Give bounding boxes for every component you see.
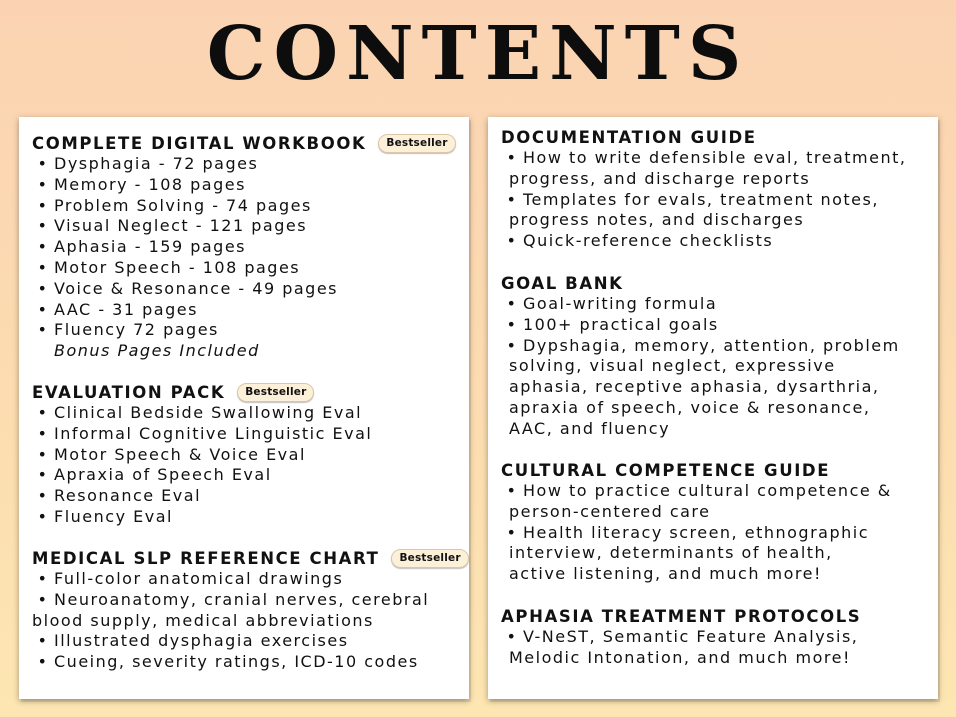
item-list	[501, 294, 931, 440]
item-text: progress, and discharge reports	[509, 168, 811, 188]
item-text: Full-color anatomical drawings	[54, 569, 344, 588]
left-contents-panel	[19, 117, 469, 699]
heading-text: DOCUMENTATION GUIDE	[501, 128, 757, 147]
item-list	[32, 154, 462, 362]
item-text: V-NeST, Semantic Feature Analysis,	[523, 627, 859, 646]
bullet-icon: •	[37, 299, 49, 319]
list-item	[32, 196, 462, 217]
item-text: Health literacy screen, ethnographic	[523, 522, 869, 542]
list-item	[32, 300, 462, 321]
bullet-icon: •	[37, 174, 49, 194]
heading-text: COMPLETE DIGITAL WORKBOOK	[32, 134, 367, 153]
item-text: Voice & Resonance - 49 pages	[54, 278, 339, 298]
list-item-continuation	[501, 648, 931, 669]
heading-text: MEDICAL SLP REFERENCE CHART	[32, 549, 380, 568]
list-item	[501, 294, 931, 315]
list-item	[32, 569, 462, 590]
list-item-continuation	[501, 210, 931, 231]
list-item-continuation	[501, 356, 931, 377]
item-text: Cueing, severity ratings, ICD-10 codes	[54, 652, 419, 672]
section-documentation-guide	[501, 127, 931, 252]
list-item	[32, 175, 462, 196]
item-text: 100+ practical goals	[523, 314, 719, 334]
item-text: How to write defensible eval, treatment,	[523, 148, 907, 167]
list-item-continuation	[501, 169, 931, 190]
bullet-icon: •	[37, 506, 49, 526]
item-text: Dysphagia - 72 pages	[54, 154, 259, 173]
bullet-icon: •	[506, 335, 518, 355]
item-text: Clinical Bedside Swallowing Eval	[54, 403, 363, 422]
bullet-icon: •	[37, 278, 49, 298]
item-list	[501, 627, 931, 669]
bullet-icon: •	[37, 652, 49, 672]
list-item	[501, 627, 931, 648]
bullet-icon: •	[506, 148, 518, 167]
list-item-continuation	[501, 543, 931, 564]
list-item	[501, 481, 931, 502]
item-text: apraxia of speech, voice & resonance,	[509, 397, 871, 417]
list-item	[32, 507, 462, 528]
section-digital-workbook	[32, 133, 462, 362]
list-item	[32, 403, 462, 424]
bestseller-badge: Bestseller	[378, 134, 455, 153]
list-item	[32, 424, 462, 445]
list-item-continuation	[501, 398, 931, 419]
note-text: Bonus Pages Included	[54, 341, 260, 361]
bonus-note	[32, 341, 462, 362]
heading-text: EVALUATION PACK	[32, 383, 226, 402]
item-text: Quick-reference checklists	[523, 231, 774, 251]
item-text: active listening, and much more!	[509, 564, 822, 584]
list-item	[32, 154, 462, 175]
bullet-icon: •	[37, 320, 49, 340]
item-text: Memory - 108 pages	[54, 174, 246, 194]
bestseller-badge: Bestseller	[391, 549, 468, 568]
item-text: Informal Cognitive Linguistic Eval	[54, 423, 373, 443]
section-evaluation-pack	[32, 382, 462, 528]
list-item-continuation	[501, 564, 931, 585]
section-aphasia-protocols	[501, 606, 931, 669]
item-text: aphasia, receptive aphasia, dysarthria,	[509, 377, 880, 397]
bullet-icon: •	[37, 486, 49, 506]
item-text: AAC - 31 pages	[54, 299, 198, 319]
list-item	[32, 486, 462, 507]
item-text: Fluency 72 pages	[54, 320, 219, 340]
bullet-icon: •	[37, 195, 49, 215]
list-item	[32, 279, 462, 300]
item-text: Apraxia of Speech Eval	[54, 465, 272, 485]
bullet-icon: •	[506, 294, 518, 313]
list-item	[501, 336, 931, 357]
item-text: Fluency Eval	[54, 506, 173, 526]
bestseller-badge: Bestseller	[237, 383, 314, 402]
item-text: Visual Neglect - 121 pages	[54, 216, 308, 236]
heading-text: APHASIA TREATMENT PROTOCOLS	[501, 607, 862, 626]
bullet-icon: •	[37, 403, 49, 422]
list-item	[32, 631, 462, 652]
item-text: solving, visual neglect, expressive	[509, 356, 836, 376]
list-item	[32, 320, 462, 341]
list-item-continuation	[32, 611, 462, 632]
item-text: Melodic Intonation, and much more!	[509, 647, 851, 667]
section-heading	[501, 127, 931, 148]
list-item	[501, 148, 931, 169]
bullet-icon: •	[37, 216, 49, 236]
section-reference-chart	[32, 548, 462, 673]
right-contents-panel	[488, 117, 938, 699]
bullet-icon: •	[37, 631, 49, 651]
bullet-icon: •	[37, 257, 49, 277]
list-item-continuation	[501, 502, 931, 523]
bullet-icon: •	[506, 231, 518, 251]
section-heading	[32, 382, 462, 403]
bullet-icon: •	[506, 481, 518, 500]
item-text: AAC, and fluency	[509, 418, 671, 438]
item-text: Templates for evals, treatment notes,	[523, 189, 879, 209]
list-item	[32, 237, 462, 258]
list-item	[501, 231, 931, 252]
section-heading	[32, 548, 462, 569]
bullet-icon: •	[506, 189, 518, 209]
bullet-icon: •	[506, 522, 518, 542]
bullet-icon: •	[506, 314, 518, 334]
item-text: How to practice cultural competence &	[523, 481, 892, 500]
item-text: Dypshagia, memory, attention, problem	[523, 335, 900, 355]
item-text: Problem Solving - 74 pages	[54, 195, 312, 215]
item-list	[32, 403, 462, 528]
bullet-icon: •	[37, 423, 49, 443]
list-item	[32, 590, 462, 611]
bullet-icon: •	[506, 627, 518, 646]
list-item	[32, 465, 462, 486]
item-list	[501, 148, 931, 252]
list-item-continuation	[501, 419, 931, 440]
bullet-icon: •	[37, 569, 49, 588]
item-text: Motor Speech & Voice Eval	[54, 444, 306, 464]
list-item-continuation	[501, 377, 931, 398]
section-heading	[501, 606, 931, 627]
item-text: Motor Speech - 108 pages	[54, 257, 301, 277]
item-text: progress notes, and discharges	[509, 210, 805, 230]
list-item	[501, 523, 931, 544]
list-item	[32, 652, 462, 673]
list-item	[501, 190, 931, 211]
list-item	[32, 258, 462, 279]
list-item	[32, 216, 462, 237]
item-list	[32, 569, 462, 673]
item-text: Resonance Eval	[54, 486, 202, 506]
item-text: blood supply, medical abbreviations	[32, 610, 374, 630]
bullet-icon: •	[37, 154, 49, 173]
section-goal-bank	[501, 273, 931, 440]
item-text: Aphasia - 159 pages	[54, 237, 246, 257]
page-title: CONTENTS	[206, 11, 750, 97]
item-text: Neuroanatomy, cranial nerves, cerebral	[54, 589, 430, 609]
section-heading	[501, 460, 931, 481]
bullet-icon: •	[37, 465, 49, 485]
section-cultural-competence	[501, 460, 931, 585]
item-text: Goal-writing formula	[523, 294, 718, 313]
item-text: Illustrated dysphagia exercises	[54, 631, 349, 651]
bullet-icon: •	[37, 237, 49, 257]
item-list	[501, 481, 931, 585]
item-text: person-centered care	[509, 501, 711, 521]
heading-text: GOAL BANK	[501, 274, 624, 293]
list-item	[32, 445, 462, 466]
heading-text: CULTURAL COMPETENCE GUIDE	[501, 461, 831, 480]
list-item	[501, 315, 931, 336]
section-heading	[501, 273, 931, 294]
item-text: interview, determinants of health,	[509, 543, 833, 563]
bullet-icon: •	[37, 589, 49, 609]
section-heading	[32, 133, 462, 154]
bullet-icon: •	[37, 444, 49, 464]
